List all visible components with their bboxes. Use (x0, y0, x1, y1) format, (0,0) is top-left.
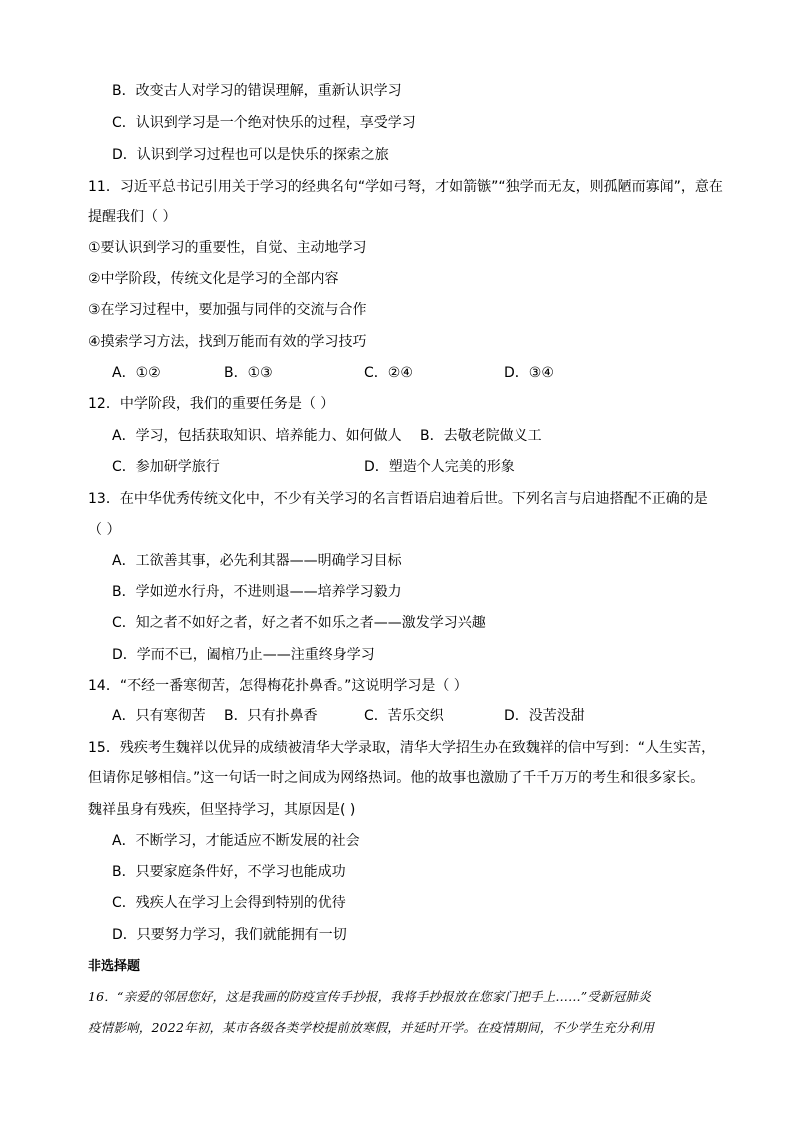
q16-stem-line1: 16．“亲爱的邻居您好，这是我画的防疫宣传手抄报，我将手抄报放在您家门把手上……”受新冠肺炎 (88, 989, 651, 1004)
q15-option-b: B．只要家庭条件好，不学习也能成功 (112, 864, 346, 880)
q11-option-d: D．③④ (504, 365, 554, 381)
q13-option-c: C．知之者不如好之者，好之者不如乐之者——激发学习兴趣 (112, 615, 486, 631)
q14-stem: 14．“不经一番寒彻苦，怎得梅花扑鼻香。”这说明学习是（ ） (88, 678, 468, 694)
q11-statement-2: ②中学阶段，传统文化是学习的全部内容 (88, 271, 339, 287)
q15-option-d: D．只要努力学习，我们就能拥有一切 (112, 927, 347, 943)
q13-stem-line2: （ ） (88, 522, 121, 538)
prev-option-c: C．认识到学习是一个绝对快乐的过程，享受学习 (112, 115, 416, 131)
section-title: 非选择题 (88, 959, 141, 974)
q15-stem-line2: 但请你足够相信。”这一句话一时之间成为网络热词。他的故事也激励了千千万万的考生和很多家长。 (88, 770, 705, 786)
prev-option-d: D．认识到学习过程也可以是快乐的探索之旅 (112, 147, 389, 163)
q15-stem-line3: 魏祥虽身有残疾，但坚持学习，其原因是( ) (88, 802, 356, 818)
q11-stem-line2: 提醒我们（ ） (88, 209, 177, 225)
q15-option-c: C．残疾人在学习上会得到特别的优待 (112, 895, 346, 911)
q11-stem-line1: 11．习近平总书记引用关于学习的经典名句“学如弓弩，才如箭镞”“独学而无友，则孤陋而寡闻”，意在 (88, 179, 723, 195)
q13-option-a: A．工欲善其事，必先利其器——明确学习目标 (112, 553, 402, 569)
q13-stem-line1: 13．在中华优秀传统文化中，不少有关学习的名言哲语启迪着后世。下列名言与启迪搭配不正确的是 (88, 491, 708, 507)
q12-option-c: C．参加研学旅行 (112, 459, 220, 475)
q15-stem-line1: 15．残疾考生魏祥以优异的成绩被清华大学录取，清华大学招生办在致魏祥的信中写到：“人生实苦， (88, 740, 716, 756)
q11-statement-1: ①要认识到学习的重要性，自觉、主动地学习 (88, 240, 367, 256)
q14-option-b: B．只有扑鼻香 (224, 708, 318, 724)
q12-option-a: A．学习，包括获取知识、培养能力、如何做人 (112, 428, 402, 444)
q11-option-b: B．①③ (224, 365, 273, 381)
q11-option-c: C．②④ (364, 365, 413, 381)
q15-option-a: A．不断学习，才能适应不断发展的社会 (112, 833, 360, 849)
q11-option-a: A．①② (112, 365, 161, 381)
q12-option-d: D．塑造个人完美的形象 (364, 459, 515, 475)
q11-statement-4: ④摸索学习方法，找到万能而有效的学习技巧 (88, 334, 367, 350)
q14-option-a: A．只有寒彻苦 (112, 708, 206, 724)
prev-option-b: B．改变古人对学习的错误理解，重新认识学习 (112, 83, 402, 99)
q14-option-c: C．苦乐交织 (364, 708, 444, 724)
q11-statement-3: ③在学习过程中，要加强与同伴的交流与合作 (88, 302, 367, 318)
q13-option-b: B．学如逆水行舟，不进则退——培养学习毅力 (112, 584, 402, 600)
q14-option-d: D．没苦没甜 (504, 708, 585, 724)
q16-stem-line2: 疫情影响，2022年初，某市各级各类学校提前放寒假，并延时开学。在疫情期间，不少学生充分利用 (88, 1020, 655, 1035)
q12-stem: 12．中学阶段，我们的重要任务是（ ） (88, 396, 335, 412)
q13-option-d: D．学而不已，阖棺乃止——注重终身学习 (112, 647, 375, 663)
q12-option-b: B．去敬老院做义工 (420, 428, 542, 444)
